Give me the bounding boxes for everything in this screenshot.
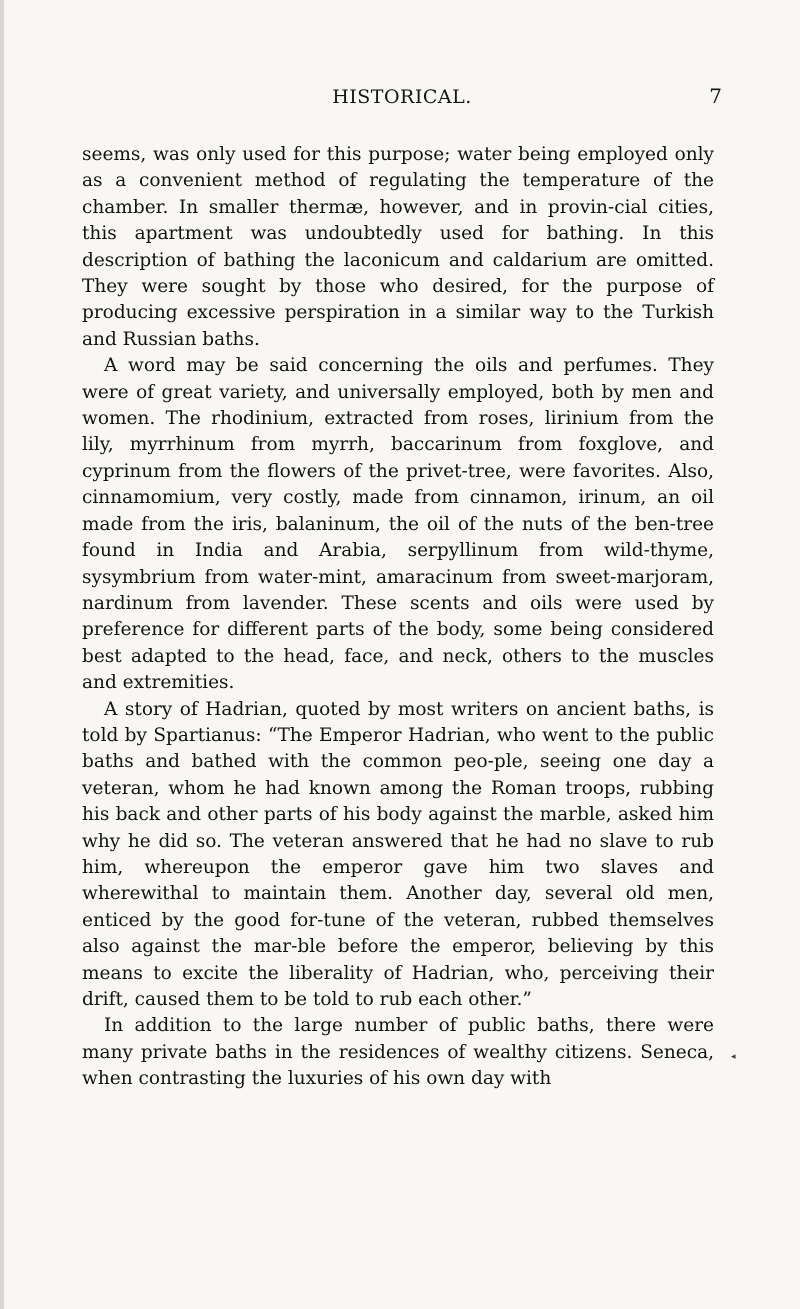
page-header [82, 86, 722, 120]
paragraph-2: A word may be said concerning the oils and perfumes. They were of great variety, and universally employed, both by men and women. The rhodinium, extracted from roses, lirinium from the lily, myrrhinum from myrrh, baccarinum from foxglove, and cyprinum from the flowers of the privet-tree, were favorites. Also, cinnamomium, very costly, made from cinnamon, irinum, an oil made from the iris, balaninum, the oil of the nuts of the ben-tree found in India and Arabia, serpyllinum from wild-thyme, sysymbrium from water-mint, amaracinum from sweet-marjoram, nardinum from lavender. These scents and oils were used by preference for different parts of the body, some being considered best adapted to the head, face, and neck, others to the muscles and extremities. [82, 355, 714, 694]
page-number: 7 [709, 84, 722, 108]
paragraph-1: seems, was only used for this purpose; water being employed only as a convenient method of regulating the temperature of the chamber. In smaller thermæ, however, and in provin-cial cities, this apartment was undoubtedly used for bathing. In this description of bathing the laconicum and caldarium are omitted. They were sought by those who desired, for the purpose of producing excessive perspiration in a similar way to the Turkish and Russian baths. [82, 144, 714, 350]
body-text [82, 142, 714, 1093]
paragraph-4: In addition to the large number of public baths, there were many private baths in the residences of wealthy citizens. Seneca, when contrasting the luxuries of his own day with [82, 1015, 714, 1090]
page-edge [0, 0, 4, 1309]
paragraph-3: A story of Hadrian, quoted by most writers on ancient baths, is told by Spartianus: “The Emperor Hadrian, who went to the public baths and bathed with the common peo-ple, seeing one day a veteran, whom he had known among the Roman troops, rubbing his back and other parts of his body against the marble, asked him why he did so. The veteran answered that he had no slave to rub him, whereupon the emperor gave him two slaves and wherewithal to maintain them. Another day, several old men, enticed by the good for-tune of the veteran, rubbed themselves also against the mar-ble before the emperor, believing by this means to excite the liberality of Hadrian, who, perceiving their drift, caused them to be told to rub each other.” [82, 698, 714, 1010]
margin-mark-icon: ◂ [731, 1052, 736, 1062]
running-head: HISTORICAL. [332, 86, 472, 108]
